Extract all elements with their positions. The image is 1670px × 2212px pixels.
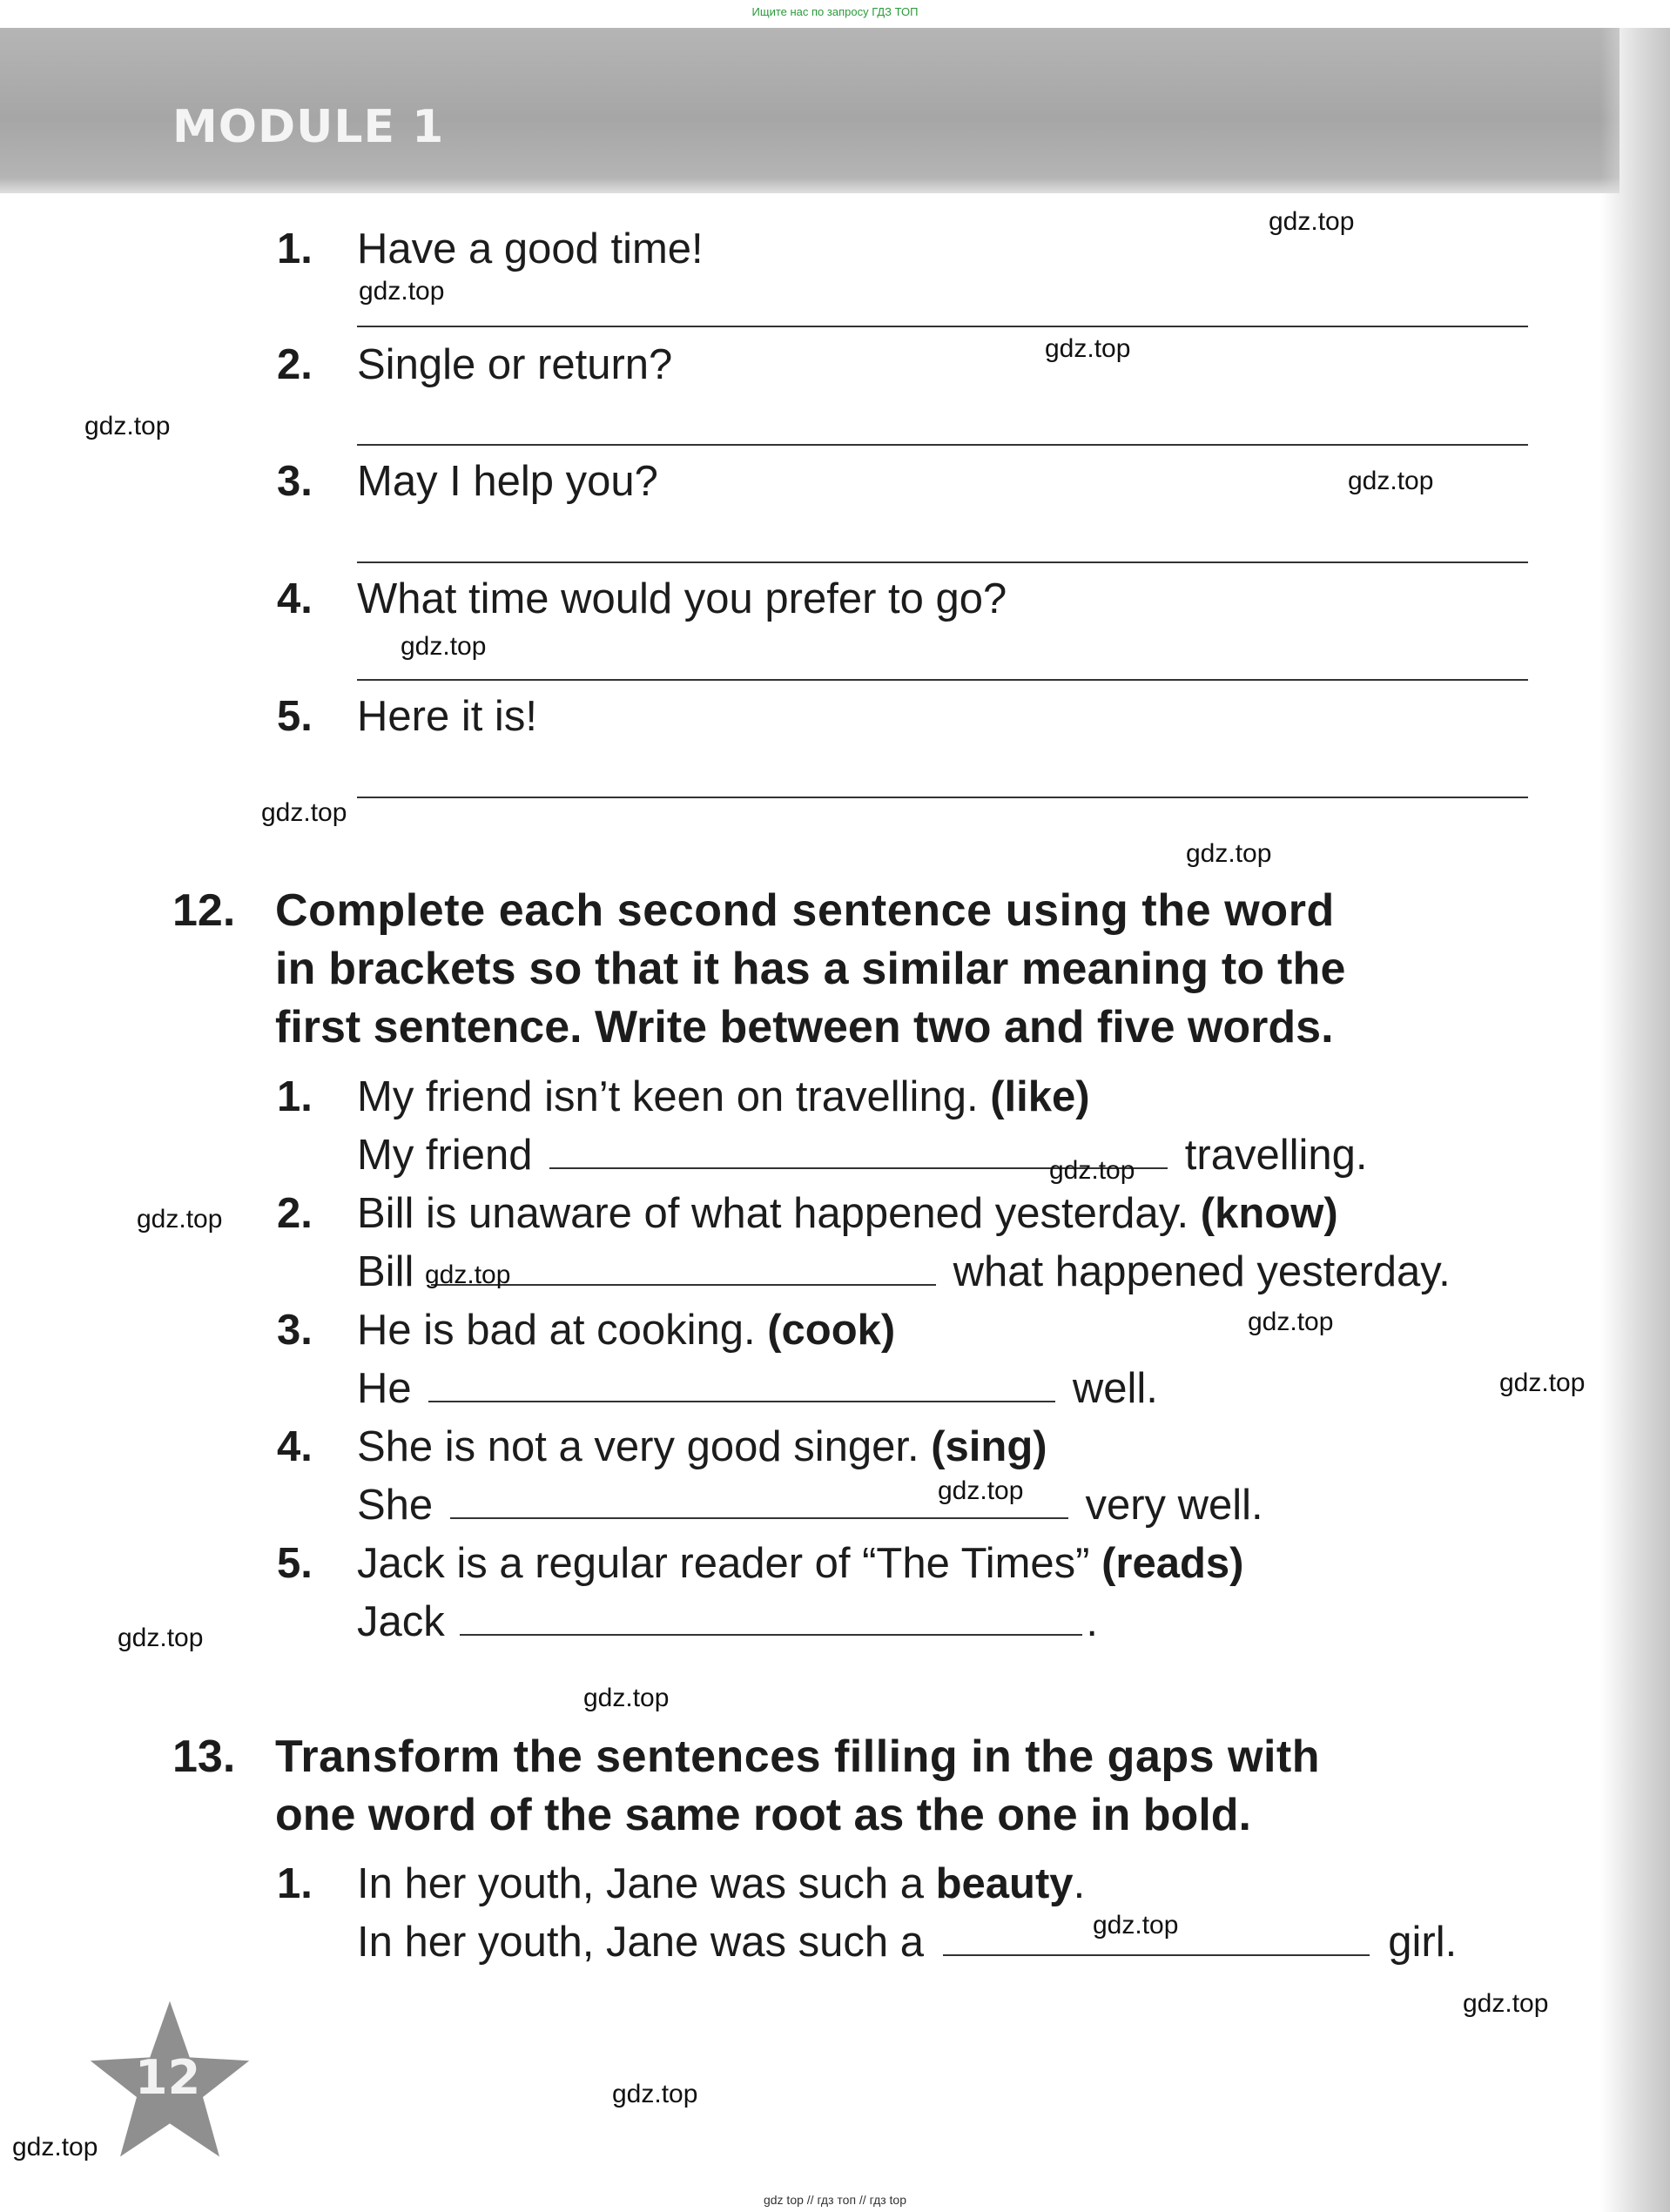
gap-end: what happened yesterday. (953, 1248, 1451, 1295)
watermark: gdz.top (137, 1205, 223, 1234)
watermark: gdz.top (1248, 1308, 1334, 1336)
item-sentence: My friend isn’t keen on travelling. (357, 1073, 979, 1120)
task12-instruction-line-1: Complete each second sentence using the word (275, 885, 1335, 936)
gap-start: She (357, 1482, 434, 1529)
gap-start: My friend (357, 1132, 533, 1179)
task12-instruction-line-2: in brackets so that it has a similar meaning to the (275, 944, 1346, 994)
answer-line[interactable] (357, 326, 1528, 327)
gap-end: travelling. (1184, 1132, 1368, 1179)
item-sentence-end: . (1073, 1860, 1086, 1907)
watermark: gdz.top (1186, 839, 1272, 868)
gap-start: He (357, 1365, 412, 1412)
watermark: gdz.top (1093, 1911, 1179, 1940)
task13-instruction-line-1: Transform the sentences filling in the gaps with (275, 1731, 1320, 1782)
task12-number: 12. (172, 885, 236, 936)
item-number: 2. (277, 341, 313, 388)
gap-end: very well. (1085, 1482, 1263, 1529)
watermark: gdz.top (84, 412, 171, 440)
gap-sentence (357, 1131, 1367, 1180)
item-number: 5. (277, 693, 313, 740)
watermark: gdz.top (359, 277, 445, 306)
answer-gap[interactable] (428, 1366, 1055, 1402)
item-number: 2. (277, 1190, 313, 1237)
page-edge-shadow (1600, 28, 1670, 2212)
answer-line[interactable] (357, 444, 1528, 446)
item-text: What time would you prefer to go? (357, 575, 1007, 622)
answer-line[interactable] (357, 561, 1528, 563)
watermark: gdz.top (583, 1684, 670, 1712)
gap-sentence (357, 1364, 1158, 1413)
watermark: gdz.top (12, 2133, 98, 2162)
watermark: gdz.top (1045, 334, 1131, 363)
item-number: 4. (277, 1423, 313, 1470)
watermark: gdz.top (612, 2080, 698, 2108)
item-text: Here it is! (357, 693, 537, 740)
item-keyword: (sing) (931, 1423, 1047, 1470)
item-text: Have a good time! (357, 225, 704, 272)
item-keyword: (know) (1200, 1190, 1338, 1237)
item-number: 1. (277, 225, 313, 272)
item-number: 3. (277, 1307, 313, 1354)
gap-sentence (357, 1918, 1457, 1967)
gap-sentence (357, 1597, 1098, 1646)
gap-end: . (1086, 1598, 1099, 1645)
gap-start: Bill (357, 1248, 414, 1295)
item-text: Single or return? (357, 341, 673, 388)
item-number: 1. (277, 1073, 313, 1120)
item-number: 4. (277, 575, 313, 622)
item-text: May I help you? (357, 458, 658, 505)
watermark: gdz.top (1463, 1989, 1549, 2018)
answer-line[interactable] (357, 797, 1528, 798)
item-sentence: Bill is unaware of what happened yesterday. (357, 1190, 1189, 1237)
watermark: gdz.top (118, 1624, 204, 1652)
gap-sentence (357, 1481, 1263, 1530)
watermark: gdz.top (401, 632, 487, 661)
gap-start: Jack (357, 1598, 445, 1645)
watermark: gdz.top (1348, 467, 1434, 495)
gap-start: In her youth, Jane was such a (357, 1919, 924, 1966)
item-number: 1. (277, 1860, 313, 1907)
item-keyword: (cook) (767, 1307, 896, 1354)
item-keyword: (reads) (1101, 1540, 1244, 1587)
task13-instruction-line-2: one word of the same root as the one in bold. (275, 1790, 1251, 1840)
item-bold-word: beauty (935, 1860, 1074, 1907)
gap-end: well. (1072, 1365, 1158, 1412)
watermark: gdz.top (1269, 207, 1355, 236)
item-sentence: He is bad at cooking. (357, 1307, 756, 1354)
watermark: gdz.top (425, 1261, 511, 1289)
top-note: Ищите нас по запросу ГДЗ ТОП (751, 5, 919, 18)
item-sentence: She is not a very good singer. (357, 1423, 919, 1470)
gap-end: girl. (1388, 1919, 1458, 1966)
item-number: 5. (277, 1540, 313, 1587)
item-keyword: (like) (990, 1073, 1090, 1120)
gap-sentence (357, 1247, 1451, 1296)
item-sentence: Jack is a regular reader of “The Times” (357, 1540, 1090, 1587)
module-title: MODULE 1 (172, 101, 445, 153)
page-number: 12 (135, 2050, 201, 2105)
watermark: gdz.top (261, 798, 347, 827)
item-number: 3. (277, 458, 313, 505)
item-sentence: In her youth, Jane was such a (357, 1860, 924, 1907)
task12-instruction-line-3: first sentence. Write between two and five words. (275, 1002, 1334, 1052)
watermark: gdz.top (1049, 1156, 1135, 1185)
bottom-note: gdz top // гдз топ // гдз top (763, 2193, 907, 2207)
task13-number: 13. (172, 1731, 236, 1782)
answer-line[interactable] (357, 679, 1528, 681)
answer-gap[interactable] (460, 1599, 1082, 1636)
watermark: gdz.top (938, 1476, 1024, 1505)
watermark: gdz.top (1499, 1368, 1586, 1397)
